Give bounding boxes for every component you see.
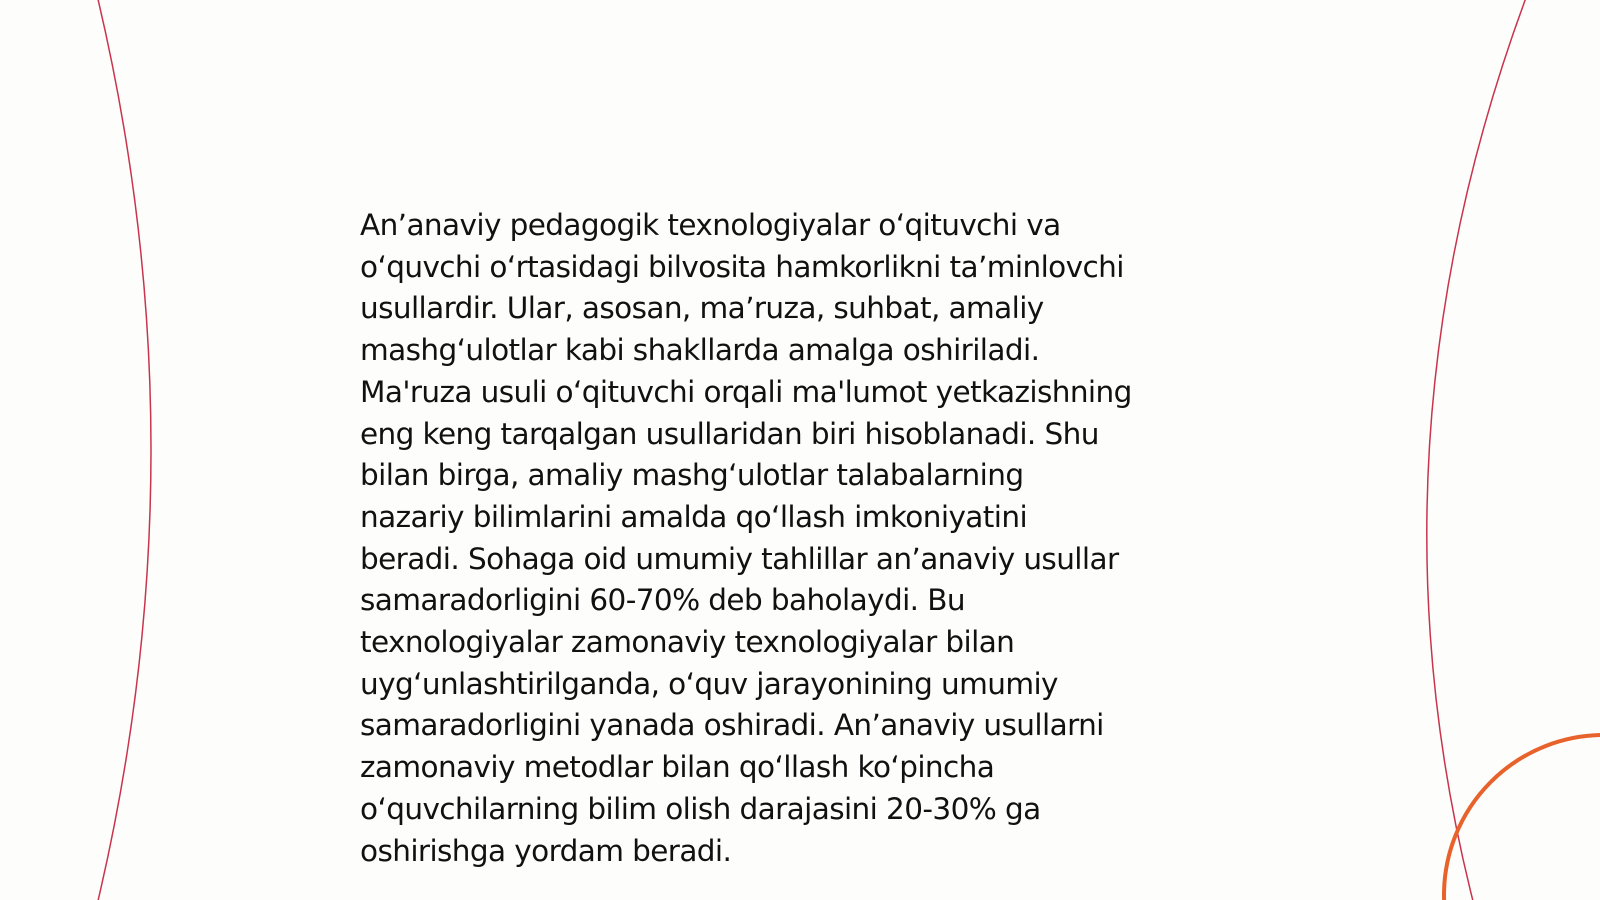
body-line: oshirishga yordam beradi.: [360, 833, 732, 868]
body-line: o‘quvchi o‘rtasidagi bilvosita hamkorlikni ta’minlovchi: [360, 249, 1124, 284]
body-line: bilan birga, amaliy mashg‘ulotlar talabalarning: [360, 458, 1024, 493]
body-line: nazariy bilimlarini amalda qo‘llash imkoniyatini: [360, 499, 1028, 534]
body-paragraph: [360, 205, 1260, 872]
body-line: usullardir. Ular, asosan, ma’ruza, suhbat, amaliy: [360, 291, 1044, 326]
left-arc-line: [97, 0, 151, 900]
body-line: o‘quvchilarning bilim olish darajasini 20-30% ga: [360, 791, 1041, 826]
body-line: uyg‘unlashtirilganda, o‘quv jarayonining umumiy: [360, 666, 1058, 701]
body-line: beradi. Sohaga oid umumiy tahlillar an’anaviy usullar: [360, 541, 1119, 576]
body-line: zamonaviy metodlar bilan qo‘llash ko‘pincha: [360, 750, 995, 785]
body-line: samaradorligini yanada oshiradi. An’anaviy usullarni: [360, 708, 1104, 743]
body-line: eng keng tarqalgan usullaridan biri hisoblanadi. Shu: [360, 416, 1099, 451]
body-line: samaradorligini 60-70% deb baholaydi. Bu: [360, 583, 965, 618]
body-line: texnologiyalar zamonaviy texnologiyalar bilan: [360, 625, 1015, 660]
body-line: Ma'ruza usuli o‘qituvchi orqali ma'lumot yetkazishning: [360, 374, 1132, 409]
body-line: mashg‘ulotlar kabi shakllarda amalga oshiriladi.: [360, 333, 1040, 368]
body-line: An’anaviy pedagogik texnologiyalar o‘qituvchi va: [360, 208, 1061, 242]
